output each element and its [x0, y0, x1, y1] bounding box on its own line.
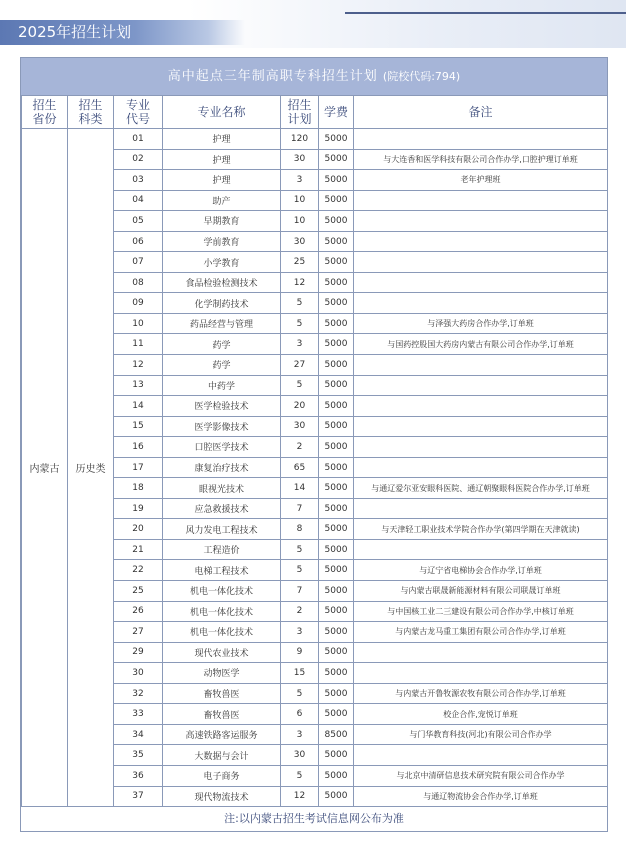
- major-code-cell: 03: [114, 170, 163, 191]
- tuition-cell: 5000: [319, 190, 354, 211]
- major-name-cell: 现代农业技术: [163, 642, 281, 663]
- tuition-cell: 5000: [319, 293, 354, 314]
- tuition-cell: 5000: [319, 272, 354, 293]
- major-code-cell: 36: [114, 765, 163, 786]
- plan-count-cell: 12: [281, 786, 319, 807]
- province-cell: 内蒙古: [22, 129, 68, 807]
- major-code-cell: 35: [114, 745, 163, 766]
- major-code-cell: 01: [114, 129, 163, 150]
- major-name-cell: 早期教育: [163, 211, 281, 232]
- major-code-cell: 08: [114, 272, 163, 293]
- plan-count-cell: 30: [281, 149, 319, 170]
- tuition-cell: 5000: [319, 683, 354, 704]
- major-name-cell: 电梯工程技术: [163, 560, 281, 581]
- major-code-cell: 16: [114, 437, 163, 458]
- plan-count-cell: 7: [281, 498, 319, 519]
- note-cell: [354, 293, 608, 314]
- tuition-cell: 5000: [319, 765, 354, 786]
- major-name-cell: 康复治疗技术: [163, 457, 281, 478]
- note-cell: [354, 437, 608, 458]
- tuition-cell: 5000: [319, 252, 354, 273]
- major-name-cell: 中药学: [163, 375, 281, 396]
- major-code-cell: 32: [114, 683, 163, 704]
- plan-count-cell: 5: [281, 293, 319, 314]
- major-name-cell: 口腔医学技术: [163, 437, 281, 458]
- major-name-cell: 护理: [163, 129, 281, 150]
- major-name-cell: 药学: [163, 355, 281, 376]
- tuition-cell: 5000: [319, 129, 354, 150]
- note-cell: 与辽宁省电梯协会合作办学,订单班: [354, 560, 608, 581]
- plan-count-cell: 10: [281, 211, 319, 232]
- plan-count-cell: 25: [281, 252, 319, 273]
- major-name-cell: 食品检验检测技术: [163, 272, 281, 293]
- major-name-cell: 高速铁路客运服务: [163, 724, 281, 745]
- note-cell: [354, 416, 608, 437]
- major-name-cell: 眼视光技术: [163, 478, 281, 499]
- note-cell: 与国药控股国大药房内蒙古有限公司合作办学,订单班: [354, 334, 608, 355]
- note-cell: [354, 231, 608, 252]
- major-name-cell: 机电一体化技术: [163, 601, 281, 622]
- plan-count-cell: 30: [281, 416, 319, 437]
- note-cell: 与泽强大药房合作办学,订单班: [354, 313, 608, 334]
- tuition-cell: 5000: [319, 211, 354, 232]
- tuition-cell: 5000: [319, 663, 354, 684]
- major-code-cell: 13: [114, 375, 163, 396]
- plan-count-cell: 5: [281, 539, 319, 560]
- plan-count-cell: 5: [281, 560, 319, 581]
- tuition-cell: 5000: [319, 355, 354, 376]
- header-col-major-name: 专业名称: [163, 96, 281, 129]
- table-header-row: [22, 96, 608, 129]
- major-code-cell: 12: [114, 355, 163, 376]
- note-cell: [354, 396, 608, 417]
- major-code-cell: 26: [114, 601, 163, 622]
- tuition-cell: 5000: [319, 519, 354, 540]
- tuition-cell: 5000: [319, 622, 354, 643]
- plan-count-cell: 30: [281, 231, 319, 252]
- major-code-cell: 20: [114, 519, 163, 540]
- major-name-cell: 应急救援技术: [163, 498, 281, 519]
- plan-count-cell: 30: [281, 745, 319, 766]
- tuition-cell: 5000: [319, 396, 354, 417]
- major-name-cell: 大数据与会计: [163, 745, 281, 766]
- header-col-province: 招生 省份: [22, 96, 68, 129]
- major-name-cell: 助产: [163, 190, 281, 211]
- tuition-cell: 5000: [319, 642, 354, 663]
- major-code-cell: 29: [114, 642, 163, 663]
- note-cell: [354, 663, 608, 684]
- major-code-cell: 34: [114, 724, 163, 745]
- major-name-cell: 护理: [163, 170, 281, 191]
- major-code-cell: 27: [114, 622, 163, 643]
- plan-count-cell: 5: [281, 375, 319, 396]
- tuition-cell: 5000: [319, 560, 354, 581]
- tuition-cell: 5000: [319, 170, 354, 191]
- major-name-cell: 风力发电工程技术: [163, 519, 281, 540]
- plan-count-cell: 3: [281, 170, 319, 191]
- note-cell: 与内蒙古开鲁牧源农牧有限公司合作办学,订单班: [354, 683, 608, 704]
- plan-count-cell: 7: [281, 581, 319, 602]
- note-cell: 老年护理班: [354, 170, 608, 191]
- enrollment-table: [21, 95, 608, 807]
- plan-count-cell: 12: [281, 272, 319, 293]
- note-cell: [354, 642, 608, 663]
- tuition-cell: 5000: [319, 601, 354, 622]
- note-cell: [354, 252, 608, 273]
- major-name-cell: 化学制药技术: [163, 293, 281, 314]
- plan-count-cell: 3: [281, 622, 319, 643]
- note-cell: [354, 190, 608, 211]
- major-name-cell: 现代物流技术: [163, 786, 281, 807]
- header-col-code: 专业 代号: [114, 96, 163, 129]
- header-accent-line: [345, 12, 626, 14]
- major-code-cell: 14: [114, 396, 163, 417]
- major-code-cell: 19: [114, 498, 163, 519]
- tuition-cell: 5000: [319, 416, 354, 437]
- note-cell: 与内蒙古联晟新能源材料有限公司联晟订单班: [354, 581, 608, 602]
- header-col-category: 招生 科类: [68, 96, 114, 129]
- footer-note: 注:以内蒙古招生考试信息网公布为准: [21, 806, 607, 831]
- major-name-cell: 机电一体化技术: [163, 581, 281, 602]
- tuition-cell: 5000: [319, 313, 354, 334]
- note-cell: [354, 211, 608, 232]
- tuition-cell: 5000: [319, 334, 354, 355]
- plan-count-cell: 5: [281, 313, 319, 334]
- note-cell: [354, 457, 608, 478]
- tuition-cell: 5000: [319, 581, 354, 602]
- major-name-cell: 学前教育: [163, 231, 281, 252]
- table-row: [22, 129, 608, 150]
- tuition-cell: 5000: [319, 457, 354, 478]
- major-code-cell: 30: [114, 663, 163, 684]
- major-code-cell: 09: [114, 293, 163, 314]
- note-cell: 与大连香和医学科技有限公司合作办学,口腔护理订单班: [354, 149, 608, 170]
- tuition-cell: 5000: [319, 745, 354, 766]
- note-cell: [354, 272, 608, 293]
- major-code-cell: 10: [114, 313, 163, 334]
- plan-count-cell: 5: [281, 683, 319, 704]
- note-cell: 与北京中清研信息技术研究院有限公司合作办学: [354, 765, 608, 786]
- tuition-cell: 5000: [319, 149, 354, 170]
- category-cell: 历史类: [68, 129, 114, 807]
- plan-count-cell: 9: [281, 642, 319, 663]
- note-cell: [354, 539, 608, 560]
- major-code-cell: 02: [114, 149, 163, 170]
- tuition-cell: 5000: [319, 786, 354, 807]
- note-cell: 与通辽爱尔亚安眼科医院、通辽朝聚眼科医院合作办学,订单班: [354, 478, 608, 499]
- major-code-cell: 06: [114, 231, 163, 252]
- plan-count-cell: 2: [281, 601, 319, 622]
- major-name-cell: 小学教育: [163, 252, 281, 273]
- note-cell: 与天津轻工职业技术学院合作办学(第四学期在天津就读): [354, 519, 608, 540]
- major-code-cell: 05: [114, 211, 163, 232]
- major-code-cell: 37: [114, 786, 163, 807]
- major-name-cell: 药学: [163, 334, 281, 355]
- major-name-cell: 药品经营与管理: [163, 313, 281, 334]
- note-cell: 与中国核工业二三建设有限公司合作办学,中核订单班: [354, 601, 608, 622]
- note-cell: [354, 375, 608, 396]
- major-code-cell: 21: [114, 539, 163, 560]
- enrollment-table-panel: [20, 57, 608, 832]
- note-cell: 校企合作,宠悦订单班: [354, 704, 608, 725]
- plan-count-cell: 14: [281, 478, 319, 499]
- major-code-cell: 33: [114, 704, 163, 725]
- major-name-cell: 护理: [163, 149, 281, 170]
- plan-count-cell: 3: [281, 724, 319, 745]
- tuition-cell: 5000: [319, 478, 354, 499]
- plan-count-cell: 10: [281, 190, 319, 211]
- major-code-cell: 17: [114, 457, 163, 478]
- plan-count-cell: 5: [281, 765, 319, 786]
- major-code-cell: 18: [114, 478, 163, 499]
- note-cell: 与门华教育科技(河北)有限公司合作办学: [354, 724, 608, 745]
- major-code-cell: 25: [114, 581, 163, 602]
- major-code-cell: 15: [114, 416, 163, 437]
- page-title: 2025年招生计划: [0, 20, 245, 45]
- header-col-plan: 招生 计划: [281, 96, 319, 129]
- plan-count-cell: 65: [281, 457, 319, 478]
- table-title: [21, 58, 607, 95]
- note-cell: 与通辽物流协会合作办学,订单班: [354, 786, 608, 807]
- school-code: (院校代码:794): [382, 70, 461, 83]
- major-name-cell: 电子商务: [163, 765, 281, 786]
- plan-count-cell: 20: [281, 396, 319, 417]
- plan-count-cell: 27: [281, 355, 319, 376]
- major-name-cell: 工程造价: [163, 539, 281, 560]
- major-name-cell: 动物医学: [163, 663, 281, 684]
- note-cell: [354, 745, 608, 766]
- table-title-text: 高中起点三年制高职专科招生计划: [167, 69, 378, 84]
- plan-count-cell: 8: [281, 519, 319, 540]
- header-col-note: 备注: [354, 96, 608, 129]
- tuition-cell: 5000: [319, 704, 354, 725]
- plan-count-cell: 3: [281, 334, 319, 355]
- tuition-cell: 5000: [319, 437, 354, 458]
- table-body: [22, 129, 608, 807]
- tuition-cell: 5000: [319, 375, 354, 396]
- major-code-cell: 11: [114, 334, 163, 355]
- note-cell: 与内蒙古龙马重工集团有限公司合作办学,订单班: [354, 622, 608, 643]
- plan-count-cell: 120: [281, 129, 319, 150]
- major-name-cell: 畜牧兽医: [163, 704, 281, 725]
- major-code-cell: 04: [114, 190, 163, 211]
- major-code-cell: 22: [114, 560, 163, 581]
- major-name-cell: 机电一体化技术: [163, 622, 281, 643]
- note-cell: [354, 129, 608, 150]
- note-cell: [354, 498, 608, 519]
- note-cell: [354, 355, 608, 376]
- plan-count-cell: 2: [281, 437, 319, 458]
- major-code-cell: 07: [114, 252, 163, 273]
- major-name-cell: 医学检验技术: [163, 396, 281, 417]
- header-col-fee: 学费: [319, 96, 354, 129]
- tuition-cell: 8500: [319, 724, 354, 745]
- major-name-cell: 畜牧兽医: [163, 683, 281, 704]
- plan-count-cell: 6: [281, 704, 319, 725]
- plan-count-cell: 15: [281, 663, 319, 684]
- tuition-cell: 5000: [319, 498, 354, 519]
- tuition-cell: 5000: [319, 539, 354, 560]
- tuition-cell: 5000: [319, 231, 354, 252]
- major-name-cell: 医学影像技术: [163, 416, 281, 437]
